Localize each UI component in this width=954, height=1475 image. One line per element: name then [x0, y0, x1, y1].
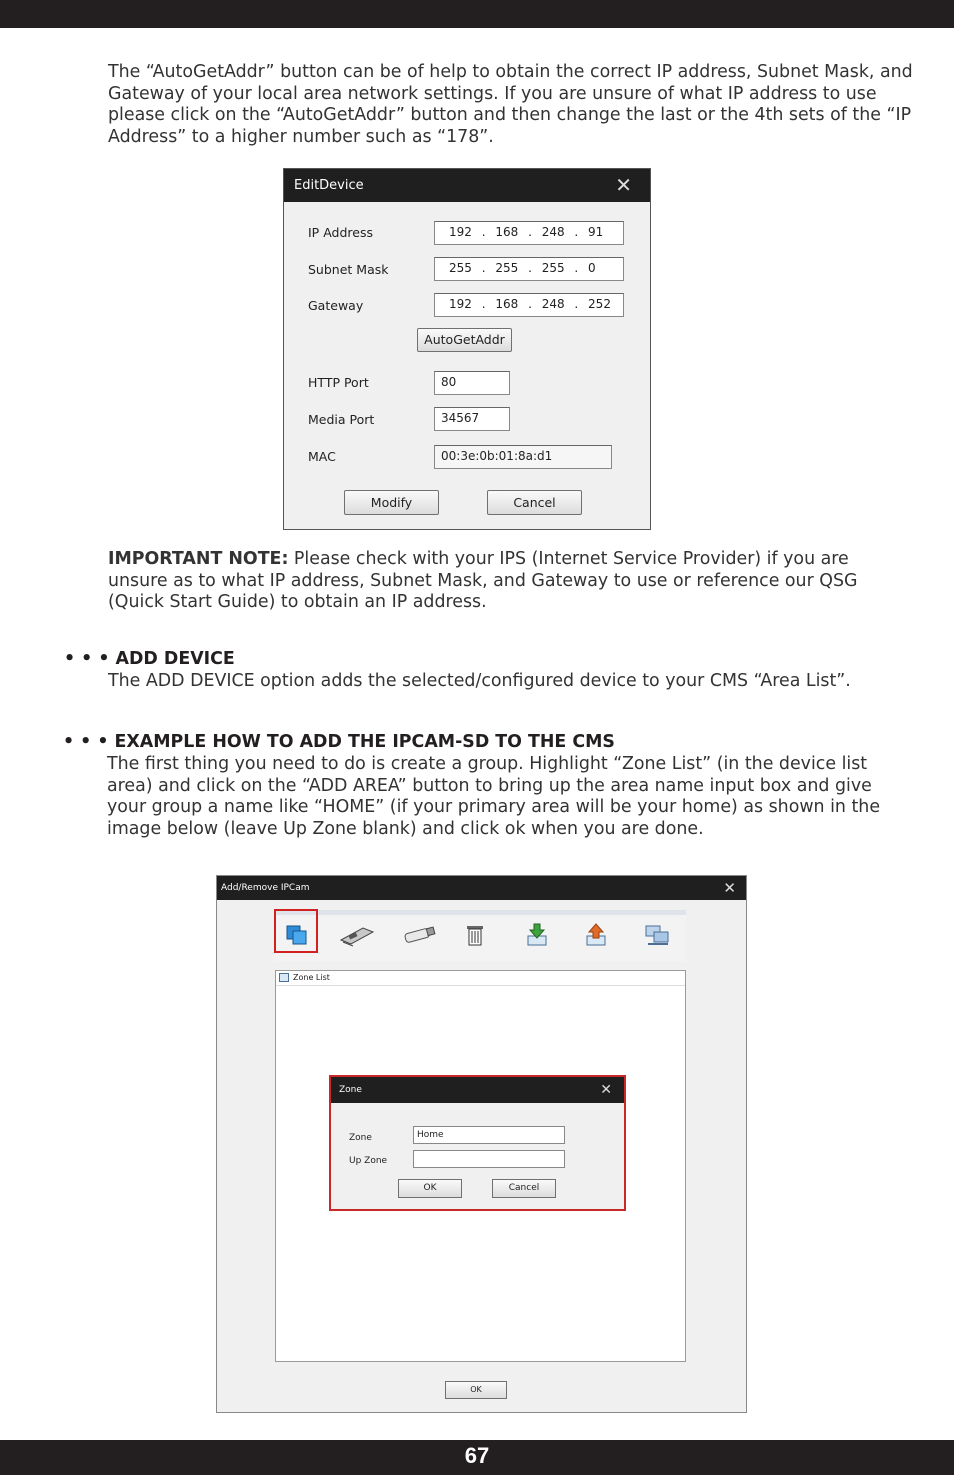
ipcam-ok-button[interactable]: OK: [445, 1381, 507, 1399]
add-device-text: The ADD DEVICE option adds the selected/configured device to your CMS “Area List”.: [108, 671, 851, 691]
subnet-mask-label: Subnet Mask: [308, 262, 389, 277]
zone-label: Zone: [349, 1133, 372, 1143]
export-icon[interactable]: [576, 916, 616, 954]
ip-address-field[interactable]: 192 . 168 . 248 . 91: [434, 221, 624, 245]
up-zone-input[interactable]: [413, 1150, 565, 1168]
intro-paragraph: The “AutoGetAddr” button can be of help to obtain the correct IP address, Subnet Mask, and Gateway of your local area network settings. If you are unsure of what IP address to use please click on the “AutoGetAddr” button and then change the last or the 4th sets of the “IP Address” to a higher number such as “178”.: [108, 62, 913, 147]
zone-cancel-button[interactable]: Cancel: [492, 1179, 556, 1198]
autogetaddr-button[interactable]: AutoGetAddr: [417, 328, 512, 352]
ipcam-title: Add/Remove IPCam: [221, 883, 310, 893]
edit-device-title: EditDevice: [294, 178, 364, 193]
example-text: The first thing you need to do is create a group. Highlight “Zone List” (in the device list area) and click on the “ADD AREA” button to bring up the area name input box and give your group a name like “HOME” (if your primary area will be your home) as shown in the image below (leave Up Zone blank) and click ok when you are done.: [107, 754, 881, 839]
add-device-icon[interactable]: [337, 916, 377, 954]
important-note: [108, 549, 908, 614]
delete-icon[interactable]: [455, 916, 495, 954]
http-port-label: HTTP Port: [308, 375, 369, 390]
close-icon[interactable]: ✕: [615, 173, 632, 197]
edit-device-titlebar: [284, 169, 650, 202]
mac-label: MAC: [308, 449, 336, 464]
mac-field[interactable]: 00:3e:0b:01:8a:d1: [434, 445, 612, 469]
top-bar: [0, 0, 954, 28]
zone-dialog: [329, 1075, 626, 1211]
gateway-field[interactable]: 192 . 168 . 248 . 252: [434, 293, 624, 317]
zone-list-label: Zone List: [293, 973, 330, 982]
close-icon[interactable]: ✕: [600, 1082, 612, 1098]
modify-icon[interactable]: [399, 916, 439, 954]
zone-titlebar: [331, 1077, 624, 1103]
up-zone-label: Up Zone: [349, 1156, 388, 1166]
zone-list-item[interactable]: [276, 971, 685, 986]
close-icon[interactable]: ✕: [723, 879, 736, 897]
important-note-text: Please check with your IPS (Internet Service Provider) if you are unsure as to what IP address, Subnet Mask, and Gateway to use or reference our QSG (Quick Start Guide) to obtain an IP address.: [108, 549, 858, 613]
page-number: 67: [464, 1443, 490, 1468]
media-port-field[interactable]: 34567: [434, 407, 510, 431]
gateway-label: Gateway: [308, 298, 364, 313]
subnet-mask-field[interactable]: 255 . 255 . 255 . 0: [434, 257, 624, 281]
media-port-label: Media Port: [308, 412, 375, 427]
important-note-label: IMPORTANT NOTE:: [108, 549, 289, 569]
zone-list-icon: [279, 973, 289, 982]
modify-button[interactable]: Modify: [344, 490, 439, 515]
example-heading: • • • EXAMPLE HOW TO ADD THE IPCAM-SD TO THE CMS: [63, 732, 615, 752]
zone-ok-button[interactable]: OK: [398, 1179, 462, 1198]
add-device-heading: • • • ADD DEVICE: [64, 649, 235, 669]
import-icon[interactable]: [517, 916, 557, 954]
http-port-field[interactable]: 80: [434, 371, 510, 395]
ip-address-label: IP Address: [308, 225, 373, 240]
edit-device-dialog: [283, 168, 651, 530]
network-icon[interactable]: [637, 916, 677, 954]
add-area-highlight: [274, 909, 318, 953]
zone-title: Zone: [339, 1085, 362, 1095]
cancel-button[interactable]: Cancel: [487, 490, 582, 515]
zone-name-input[interactable]: Home: [413, 1126, 565, 1144]
ipcam-titlebar: [217, 876, 746, 900]
